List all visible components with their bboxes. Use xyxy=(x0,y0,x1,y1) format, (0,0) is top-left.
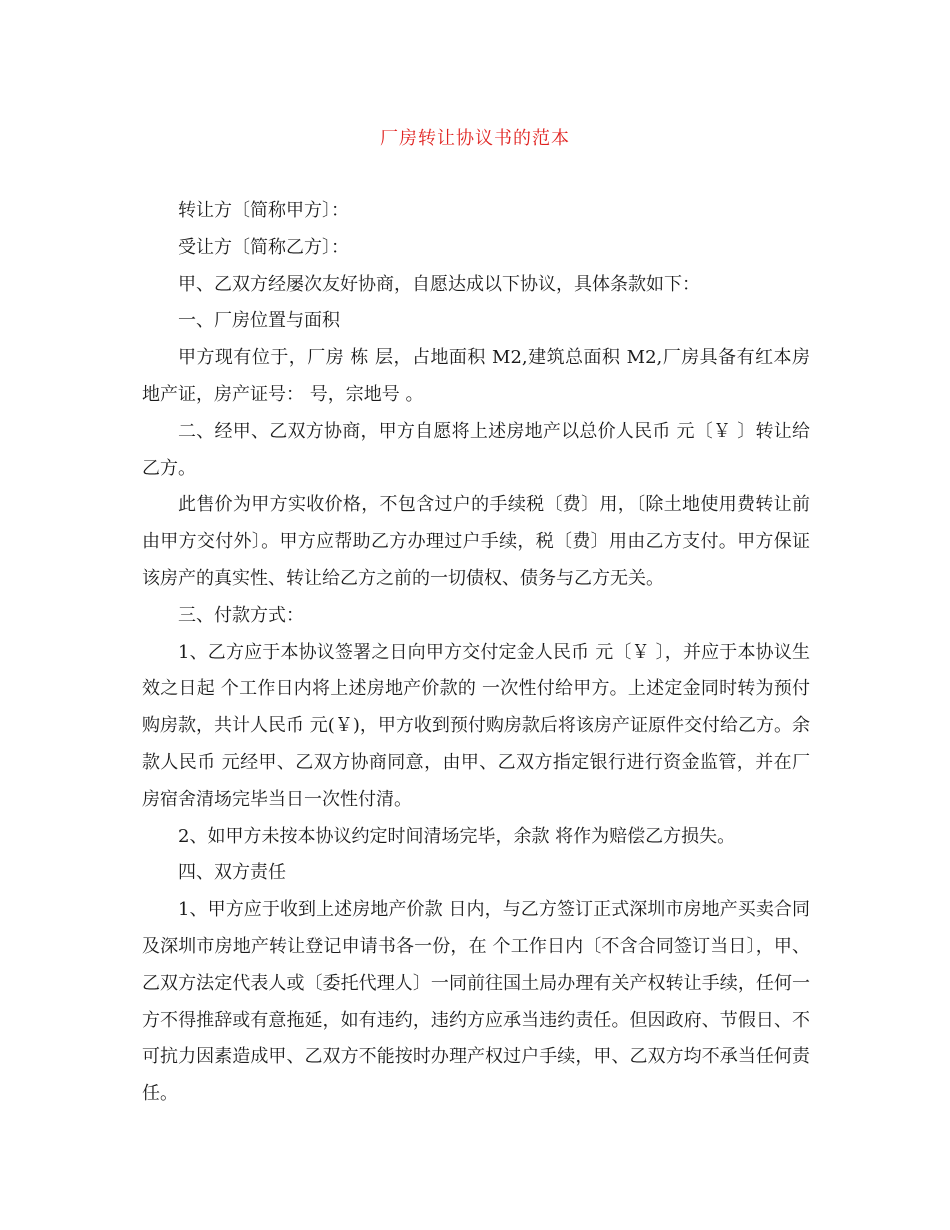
document-title: 厂房转让协议书的范本 xyxy=(380,128,570,149)
paragraph-preamble: 甲、乙双方经屡次友好协商，自愿达成以下协议，具体条款如下： xyxy=(178,273,700,295)
paragraph-transferor: 转让方〔简称甲方〕： xyxy=(178,200,349,221)
section-heading-payment: 三、付款方式： xyxy=(178,604,304,626)
document-body xyxy=(142,193,810,1113)
paragraph-payment-2: 2、如甲方未按本协议约定时间清场完毕，余款 将作为赔偿乙方损失。 xyxy=(178,825,736,847)
section-heading-price: 二、经甲、乙双方协商，甲方自愿将上述房地产以总价人民币 元〔￥ 〕转让给乙方。 xyxy=(142,420,810,479)
paragraph-location: 甲方现有位于，厂房 栋 层，占地面积 M2,建筑总面积 M2,厂房具备有红本房地产证，房产证号： 号，宗地号 。 xyxy=(142,347,810,405)
section-heading-responsibilities: 四、双方责任 xyxy=(178,862,286,884)
section-heading-location: 一、厂房位置与面积 xyxy=(178,310,340,332)
paragraph-responsibilities-1: 1、甲方应于收到上述房地产价款 日内，与乙方签订正式深圳市房地产买卖合同及深圳市房地产转让登记申请书各一份，在 个工作日内〔不含合同签订当日〕，甲、乙双方法定代表人或〔委托代理人〕一同前往国土局办理有关产权转让手续，任何一方不得推辞或有意拖延，如有违约，违约方应承当违约责任。但因政府、节假日、不可抗力因素造成甲、乙双方不能按时办理产权过户手续，甲、乙双方均不承当任何责任。 xyxy=(142,899,810,1105)
paragraph-payment-1: 1、乙方应于本协议签署之日向甲方交付定金人民币 元〔￥ 〕，并应于本协议生效之日起 个工作日内将上述房地产价款的 一次性付给甲方。上述定金同时转为预付购房款，共计人民币 元(￥)，甲方收到预付购房款后将该房产证原件交付给乙方。余款人民币 元经甲、乙双方协商同意，由甲、乙双方指定银行进行资金监管，并在厂房宿舍清场完毕当日一次性付清。 xyxy=(142,641,810,810)
paragraph-transferee: 受让方〔简称乙方〕： xyxy=(178,236,349,258)
paragraph-price-terms: 此售价为甲方实收价格，不包含过户的手续税〔费〕用，〔除土地使用费转让前由甲方交付外〕。甲方应帮助乙方办理过户手续，税〔费〕用由乙方支付。甲方保证该房产的真实性、转让给乙方之前的一切债权、债务与乙方无关。 xyxy=(142,494,810,589)
